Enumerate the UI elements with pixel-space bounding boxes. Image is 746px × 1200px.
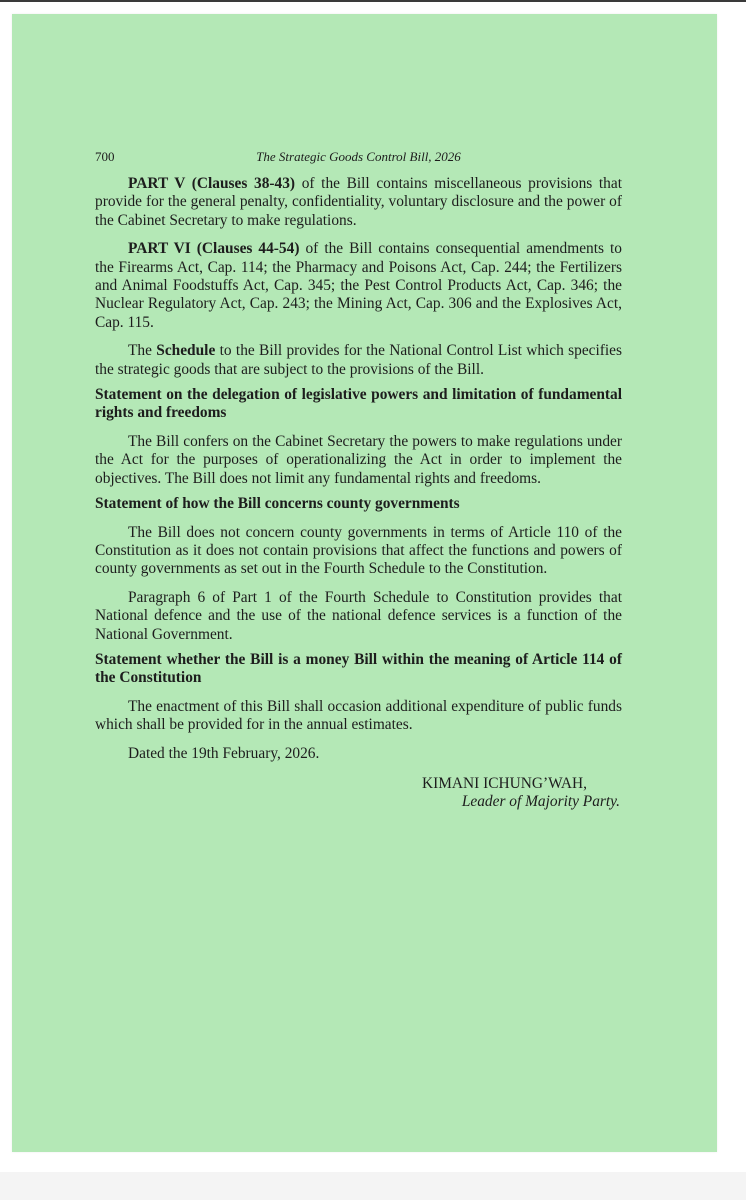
part-v-lead: PART V (Clauses 38-43) [128,175,296,192]
running-title: The Strategic Goods Control Bill, 2026 [256,149,461,164]
schedule-before: The [128,342,157,360]
viewer-bottom-strip [0,1172,746,1200]
page-header [95,148,622,166]
part-v-text: of the Bill contains miscellaneous provisions that provide for the general penalty, confidentiality, voluntary disclosure and the power of the Cabinet Secretary to make regulations. [95,175,622,229]
heading-delegation: Statement on the delegation of legislative powers and limitation of fundamental rights and freedoms [95,386,622,422]
page-content [95,148,622,812]
signatory-title: Leader of Majority Party. [461,793,620,811]
part-vi-text: of the Bill contains consequential amendments to the Firearms Act, Cap. 114; the Pharmacy and Poisons Act, Cap. 244; the Fertilizers and Animal Foodstuffs Act, Cap. 345; the Pest Control Products Act, Cap. 346; the Nuclear Regulatory Act, Cap. 243; the Mining Act, Cap. 306 and the Explosives Act, Cap. 115. [95,240,622,331]
schedule-after: to the Bill provides for the National Control List which specifies the strategic goods that are subject to the provisions of the Bill. [95,342,622,378]
window-top-border [0,0,746,2]
heading-money-bill: Statement whether the Bill is a money Bill within the meaning of Article 114 of the Constitution [95,650,622,687]
paragraph-part-v [95,175,622,230]
paragraph-schedule [95,342,622,379]
paragraph-delegation: The Bill confers on the Cabinet Secretary the powers to make regulations under the Act for the purposes of operationalizing the Act in order to implement the objectives. The Bill does not limit any fundamental rights and freedoms. [95,432,622,487]
signature-block [95,775,622,812]
page-number: 700 [95,149,115,164]
signatory-name: KIMANI ICHUNG’WAH, [422,774,587,792]
heading-county: Statement of how the Bill concerns county governments [95,495,460,513]
paragraph-county-2: Paragraph 6 of Part 1 of the Fourth Schedule to Constitution provides that National defence and the use of the national defence services is a function of the National Government. [95,588,622,643]
paragraph-part-vi [95,240,622,332]
paragraph-money-bill: The enactment of this Bill shall occasion additional expenditure of public funds which shall be provided for in the annual estimates. [95,697,622,734]
part-vi-lead: PART VI (Clauses 44-54) [128,240,300,258]
paragraph-county-1: The Bill does not concern county governments in terms of Article 110 of the Constitution as it does not contain provisions that affect the functions and powers of county governments as set out in the Fourth Schedule to the Constitution. [95,523,622,578]
schedule-bold: Schedule [156,342,216,360]
dated-line: Dated the 19th February, 2026. [128,744,320,762]
